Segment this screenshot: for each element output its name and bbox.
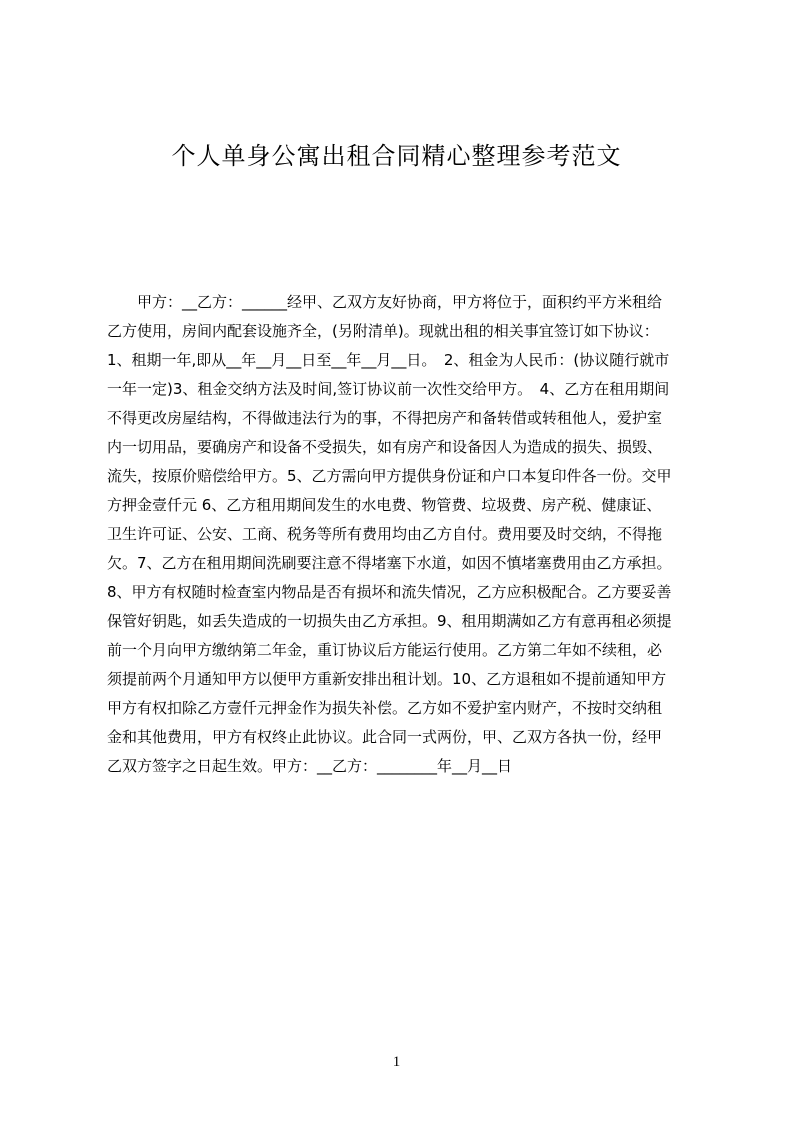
contract-body <box>107 288 697 781</box>
body-line: 保管好钥匙，如丢失造成的一切损失由乙方承担。9、租用期满如乙方有意再租必须提 <box>107 612 672 630</box>
body-line: 甲方有权扣除乙方壹仟元押金作为损失补偿。乙方如不爱护室内财产，不按时交纳租 <box>107 699 663 717</box>
body-line: 乙方使用，房间内配套设施齐全，(另附清单)。现就出租的相关事宜签订如下协议： <box>107 322 659 340</box>
body-line: 金和其他费用，甲方有权终止此协议。此合同一式两份，甲、乙双方各执一份，经甲 <box>107 728 663 746</box>
body-line: 不得更改房屋结构，不得做违法行为的事，不得把房产和备转借或转租他人，爱护室 <box>107 409 663 427</box>
body-line: 方押金壹仟元 6、乙方租用期间发生的水电费、物管费、垃圾费、房产税、健康证、 <box>107 496 662 514</box>
body-line: 内一切用品，要确房产和设备不受损失，如有房产和设备因人为造成的损失、损毁、 <box>107 438 663 456</box>
body-line: 须提前两个月通知甲方以便甲方重新安排出租计划。10、乙方退租如不提前通知甲方 <box>107 670 667 688</box>
document-title: 个人单身公寓出租合同精心整理参考范文 <box>171 142 622 170</box>
body-line: 卫生许可证、公安、工商、税务等所有费用均由乙方自付。费用要及时交纳，不得拖 <box>107 525 663 543</box>
body-line: 8、甲方有权随时检查室内物品是否有损坏和流失情况，乙方应积极配合。乙方要妥善 <box>107 583 672 601</box>
body-line: 乙双方签字之日起生效。甲方：__乙方：________年__月__日 <box>107 757 513 775</box>
page-number: 1 <box>392 1054 401 1070</box>
body-line: 1、租期一年,即从__年__月__日至__年__月__日。 2、租金为人民币：(协议随行就市 <box>107 351 670 369</box>
body-line: 甲方：__乙方：______经甲、乙双方友好协商，甲方将位于，面积约平方米租给 <box>107 293 663 311</box>
body-line: 前一个月向甲方缴纳第二年金，重订协议后方能运行使用。乙方第二年如不续租，必 <box>107 641 663 659</box>
body-line: 流失，按原价赔偿给甲方。5、乙方需向甲方提供身份证和户口本复印件各一份。交甲 <box>107 467 672 485</box>
body-line: 一年一定)3、租金交纳方法及时间,签订协议前一次性交给甲方。 4、乙方在租用期间 <box>107 380 670 398</box>
body-line: 欠。7、乙方在租用期间洗刷要注意不得堵塞下水道，如因不慎堵塞费用由乙方承担。 <box>107 554 672 572</box>
